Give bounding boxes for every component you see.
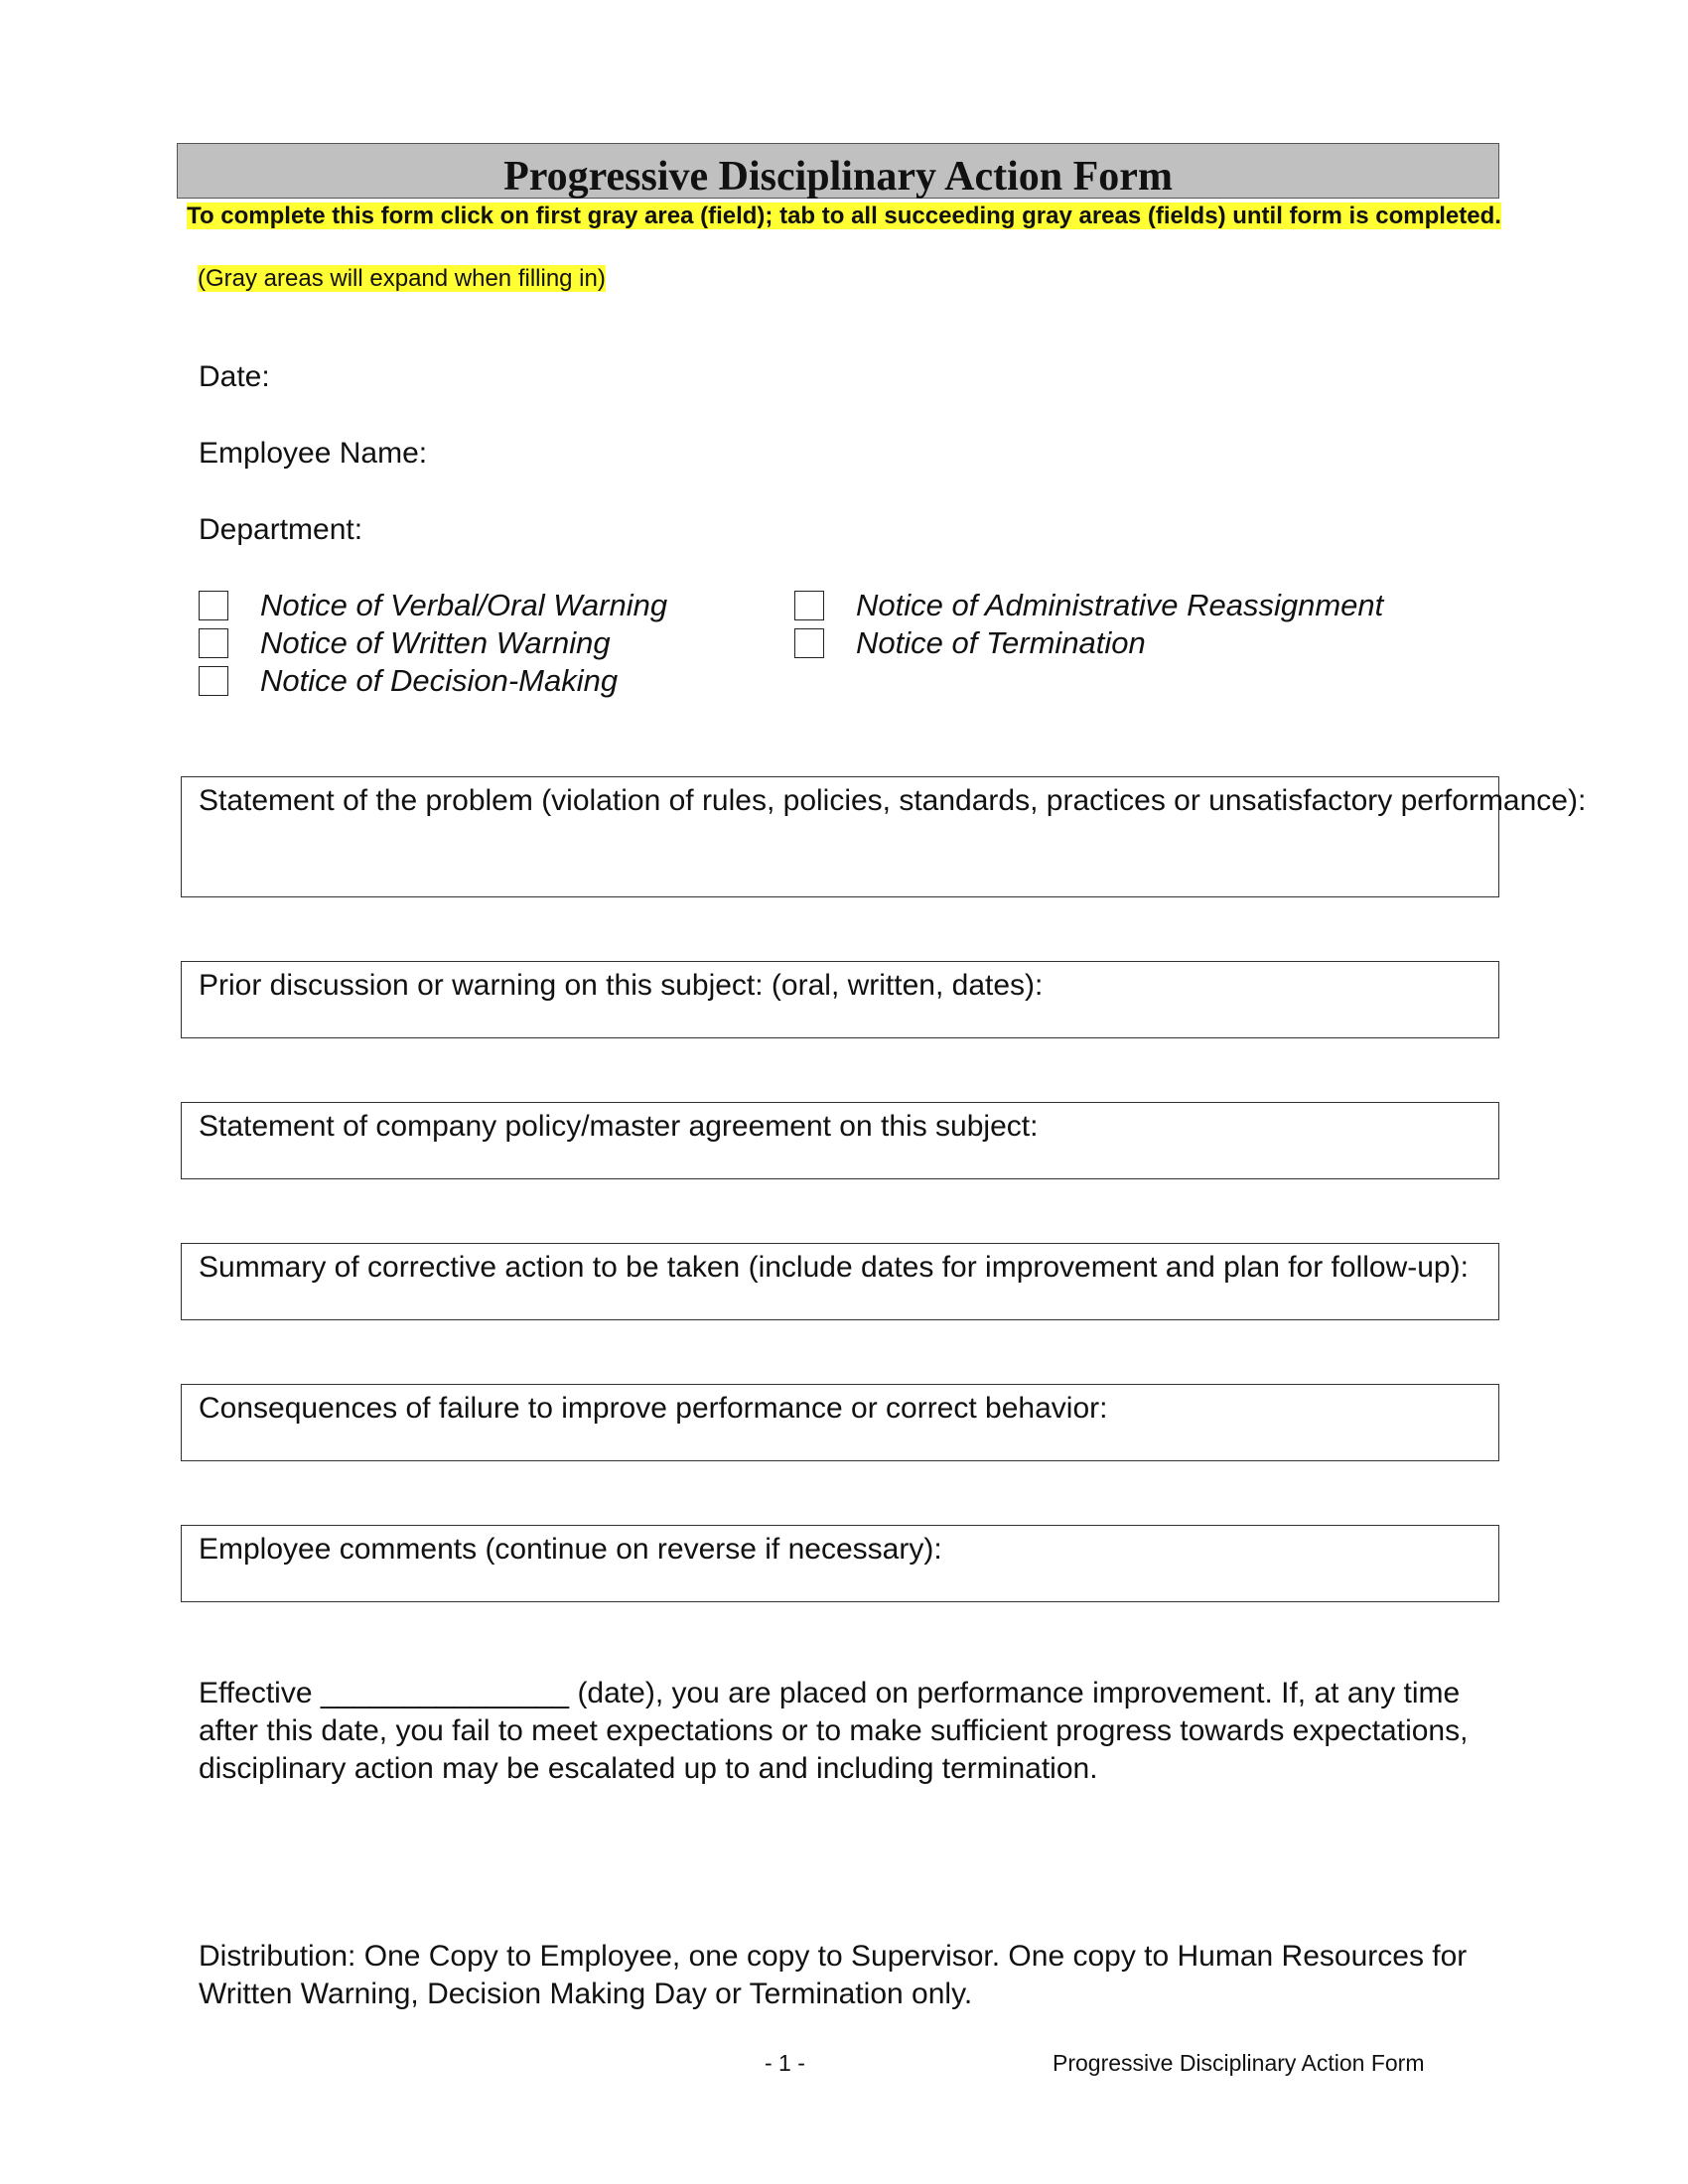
form-title-bar: [177, 143, 1499, 199]
problem-statement-box[interactable]: [181, 776, 1587, 897]
notice-decision-making-checkbox[interactable]: [199, 666, 228, 696]
notice-administrative-reassignment-checkbox[interactable]: [794, 591, 824, 620]
problem-statement-label: Statement of the problem (violation of rules, policies, standards, practices or unsatisfactory performance):: [199, 784, 1587, 817]
corrective-action-label: Summary of corrective action to be taken (include dates for improvement and plan for follow-up):: [199, 1251, 1469, 1284]
corrective-action-box[interactable]: [181, 1243, 1499, 1320]
notice-verbal-warning-label: Notice of Verbal/Oral Warning: [260, 588, 668, 622]
instruction-note: [198, 264, 606, 294]
consequences-box[interactable]: [181, 1384, 1499, 1461]
effective-paragraph: Effective _______________ (date), you are placed on performance improvement. If, at any time after this date, you fail to meet expectations or to make sufficient progress towards expectations, disciplinary action may be escalated up to and including termination.: [199, 1677, 1469, 1785]
notice-verbal-warning-checkbox[interactable]: [199, 591, 228, 620]
notice-termination-checkbox[interactable]: [794, 628, 824, 658]
notice-written-warning-label: Notice of Written Warning: [260, 625, 611, 660]
notice-administrative-reassignment-label: Notice of Administrative Reassignment: [856, 588, 1384, 622]
department-field[interactable]: [199, 512, 362, 548]
employee-comments-box[interactable]: [181, 1525, 1499, 1602]
notice-administrative-reassignment[interactable]: [794, 588, 1383, 623]
employee-comments-label: Employee comments (continue on reverse if necessary):: [199, 1533, 942, 1566]
date-field[interactable]: [199, 359, 270, 395]
notice-termination[interactable]: [794, 625, 1146, 661]
employee-name-label: Employee Name:: [199, 437, 428, 470]
consequences-label: Consequences of failure to improve performance or correct behavior:: [199, 1392, 1108, 1425]
notice-decision-making-label: Notice of Decision-Making: [260, 663, 619, 698]
prior-discussion-box[interactable]: [181, 961, 1499, 1038]
notice-termination-label: Notice of Termination: [856, 625, 1146, 660]
company-policy-label: Statement of company policy/master agreement on this subject:: [199, 1110, 1039, 1143]
notice-written-warning-checkbox[interactable]: [199, 628, 228, 658]
distribution-paragraph: Distribution: One Copy to Employee, one copy to Supervisor. One copy to Human Resources for Written Warning, Decision Making Day or Termination only.: [199, 1940, 1468, 2010]
company-policy-box[interactable]: [181, 1102, 1499, 1179]
notice-verbal-warning[interactable]: [199, 588, 667, 623]
form-title: Progressive Disciplinary Action Form: [503, 154, 1173, 200]
instruction-main: [0, 202, 1688, 231]
footer-form-name: Progressive Disciplinary Action Form: [1053, 2050, 1425, 2076]
instruction-note-text: (Gray areas will expand when filling in): [198, 265, 606, 292]
footer-page-number: - 1 -: [765, 2050, 805, 2076]
department-label: Department:: [199, 513, 363, 546]
notice-written-warning[interactable]: [199, 625, 611, 661]
instruction-main-text: To complete this form click on first gray area (field); tab to all succeeding gray areas (fields) until form is completed.: [187, 203, 1501, 229]
date-label: Date:: [199, 360, 270, 393]
prior-discussion-label: Prior discussion or warning on this subject: (oral, written, dates):: [199, 969, 1044, 1002]
notice-decision-making[interactable]: [199, 663, 618, 699]
employee-name-field[interactable]: [199, 436, 427, 472]
